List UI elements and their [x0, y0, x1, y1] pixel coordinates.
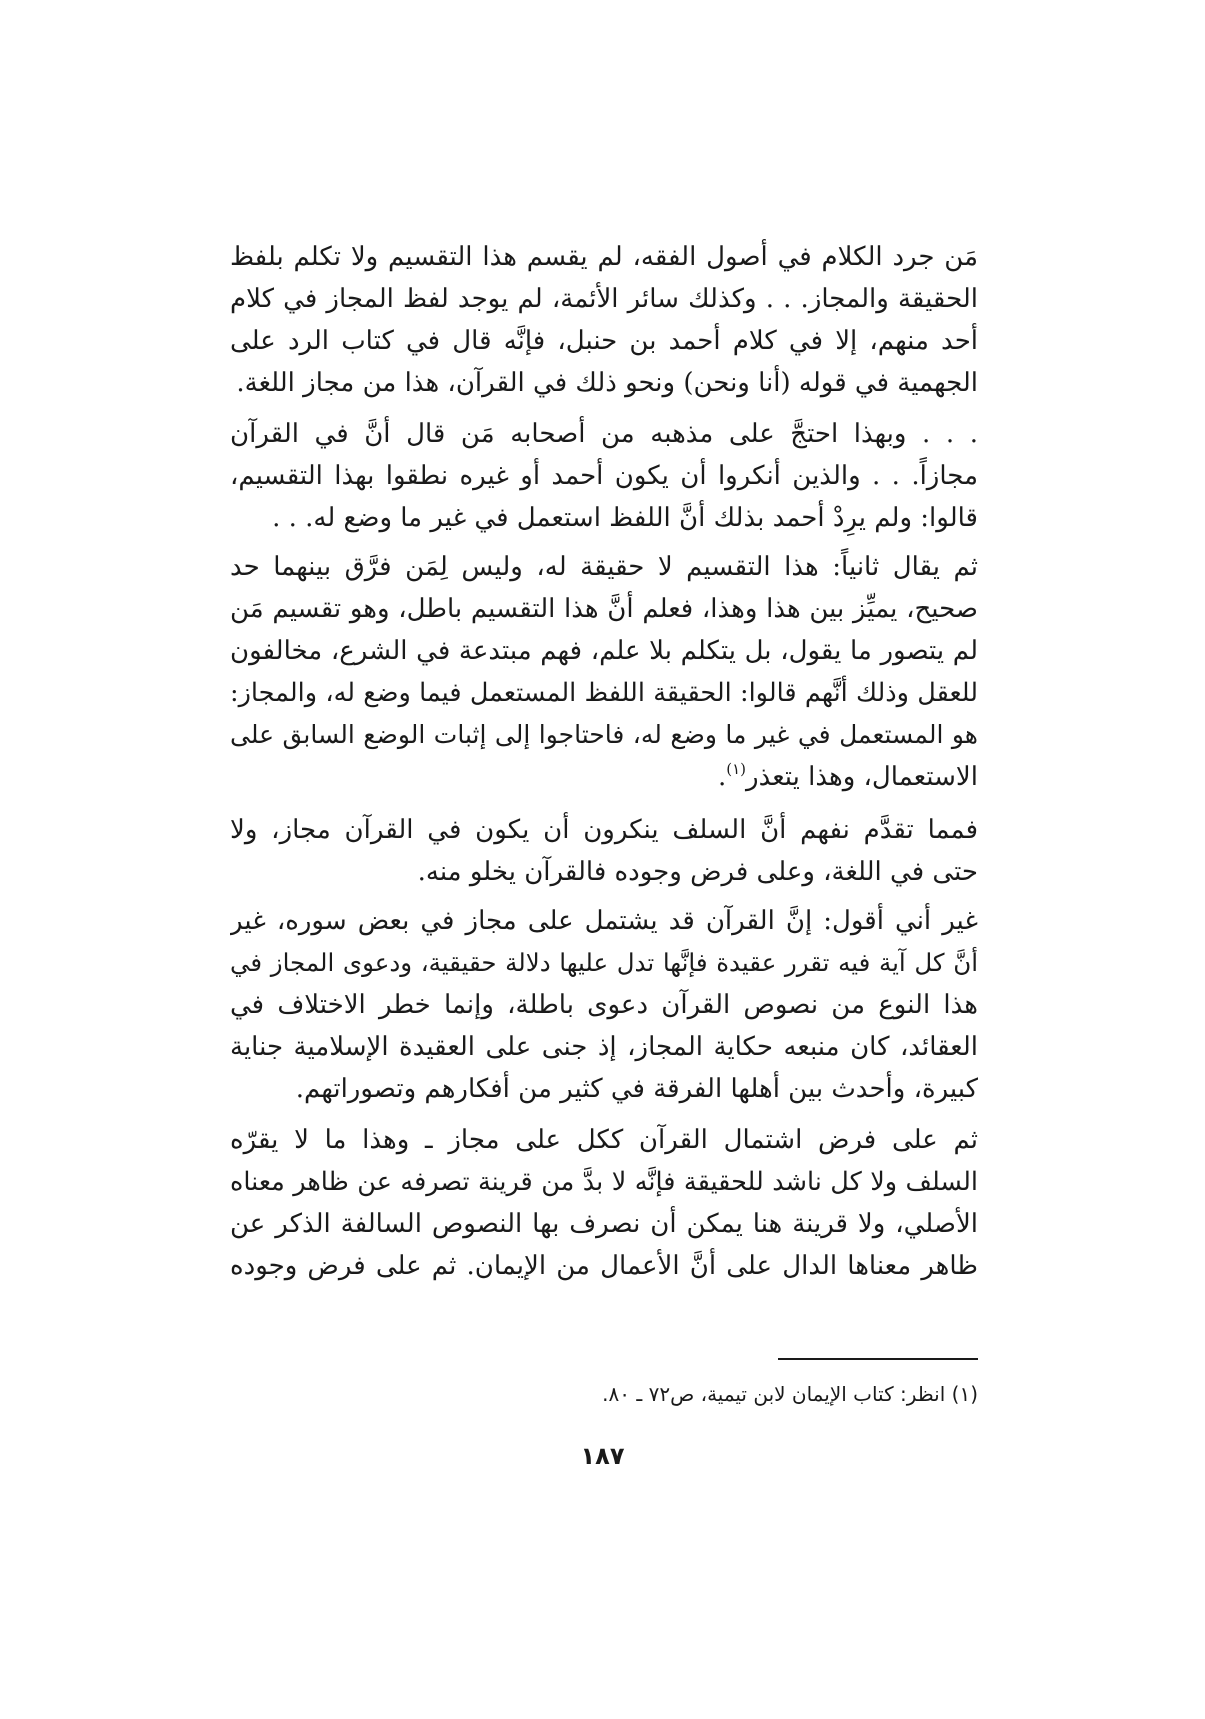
footnote-reference[interactable]: (١): [726, 760, 747, 778]
text-line: لم يتصور ما يقول، بل يتكلم بلا علم، فهم مبتدعة في الشرع، مخالفون: [230, 636, 978, 666]
paragraph-1: [230, 236, 978, 404]
text-line: هذا النوع من نصوص القرآن دعوى باطلة، وإنما خطر الاختلاف في: [230, 990, 978, 1020]
text-line: العقائد، كان منبعه حكاية المجاز، إذ جنى على العقيدة الإسلامية جناية: [230, 1032, 978, 1062]
text-line: ثم يقال ثانياً: هذا التقسيم لا حقيقة له، وليس لِمَن فرَّق بينهما حد: [230, 552, 978, 582]
text-line: الجهمية في قوله (أنا ونحن) ونحو ذلك في القرآن، هذا من مجاز اللغة.: [236, 368, 978, 398]
text-line: أحد منهم، إلا في كلام أحمد بن حنبل، فإنَّه قال في كتاب الرد على: [230, 326, 978, 356]
footnote: (١) انظر: كتاب الإيمان لابن تيمية، ص٧٢ ـ ٨٠.: [602, 1382, 978, 1406]
text-line: الأصلي، ولا قرينة هنا يمكن أن نصرف بها النصوص السالفة الذكر عن: [230, 1209, 978, 1239]
text-line: فمما تقدَّم نفهم أنَّ السلف ينكرون أن يكون في القرآن مجاز، ولا: [230, 815, 978, 845]
paragraph-2: [230, 413, 978, 539]
text-line: [230, 756, 978, 798]
text-line: قالوا: ولم يرِدْ أحمد بذلك أنَّ اللفظ استعمل في غير ما وضع له. . .: [272, 503, 978, 533]
paragraph-4: [230, 809, 978, 893]
text-line: أنَّ كل آية فيه تقرر عقيدة فإنَّها تدل عليها دلالة حقيقية، ودعوى المجاز في: [230, 948, 978, 977]
text-line: السلف ولا كل ناشد للحقيقة فإنَّه لا بدَّ من قرينة تصرفه عن ظاهر معناه: [230, 1167, 978, 1197]
text-line: صحيح، يميِّز بين هذا وهذا، فعلم أنَّ هذا التقسيم باطل، وهو تقسيم مَن: [230, 594, 978, 624]
text-line: غير أني أقول: إنَّ القرآن قد يشتمل على مجاز في بعض سوره، غير: [230, 906, 978, 936]
text-line: ثم على فرض اشتمال القرآن ككل على مجاز ـ وهذا ما لا يقرّه: [230, 1125, 978, 1155]
text-line: حتى في اللغة، وعلى فرض وجوده فالقرآن يخلو منه.: [417, 857, 978, 887]
text-line-end: .: [717, 762, 727, 792]
text-line: هو المستعمل في غير ما وضع له، فاحتاجوا إلى إثبات الوضع السابق على: [230, 720, 978, 749]
text-line: ظاهر معناها الدال على أنَّ الأعمال من الإيمان. ثم على فرض وجوده: [230, 1251, 978, 1281]
text-line: كبيرة، وأحدث بين أهلها الفرقة في كثير من أفكارهم وتصوراتهم.: [295, 1074, 978, 1104]
paragraph-5: [230, 900, 978, 1110]
text-line: مجازاً. . . والذين أنكروا أن يكون أحمد أو غيره نطقوا بهذا التقسيم،: [230, 461, 978, 491]
page-number: ١٨٧: [580, 1442, 625, 1470]
text-line: . . . وبهذا احتجَّ على مذهبه من أصحابه مَن قال أنَّ في القرآن: [230, 419, 978, 449]
footnote-separator: [778, 1358, 978, 1360]
text-line-content: الاستعمال، وهذا يتعذر: [746, 762, 978, 792]
text-line: الحقيقة والمجاز. . . وكذلك سائر الأئمة، لم يوجد لفظ المجاز في كلام: [230, 284, 978, 314]
paragraph-6: [230, 1119, 978, 1287]
paragraph-3: [230, 546, 978, 798]
text-line: مَن جرد الكلام في أصول الفقه، لم يقسم هذا التقسيم ولا تكلم بلفظ: [230, 242, 978, 272]
text-line: للعقل وذلك أنَّهم قالوا: الحقيقة اللفظ المستعمل فيما وضع له، والمجاز:: [230, 678, 978, 708]
